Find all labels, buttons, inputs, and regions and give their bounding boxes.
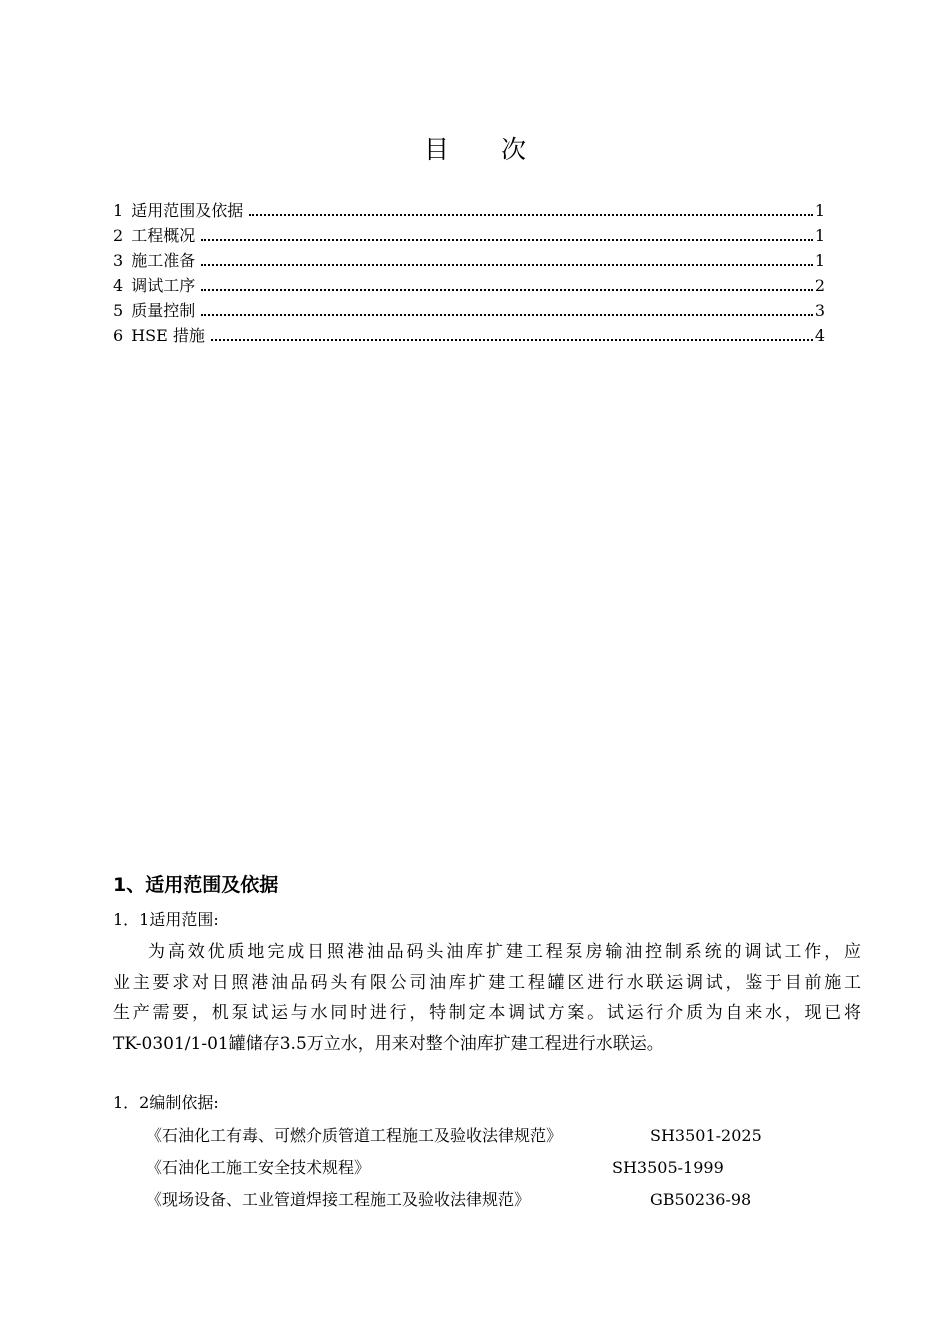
- paragraph-line: 生产需要，机泵试运与水同时进行，特制定本调试方案。试运行介质为自来水，现已将: [113, 1003, 861, 1023]
- reference-code: SH3501-2025: [650, 1126, 762, 1145]
- toc-entry-label: 工程概况: [131, 226, 196, 245]
- toc-leader-dots: [249, 200, 813, 216]
- toc-entry[interactable]: [113, 223, 825, 248]
- toc-entry-page: 2: [814, 276, 825, 295]
- subsection-title-basis: 1．2编制依据:: [113, 1093, 219, 1112]
- toc-leader-dots: [201, 275, 813, 291]
- scope-paragraph: [113, 937, 861, 1059]
- reference-title: 《现场设备、工业管道焊接工程施工及验收法律规范》: [146, 1190, 531, 1209]
- toc-entry-label: 质量控制: [131, 301, 196, 320]
- toc-entry-label: HSE 措施: [131, 326, 205, 345]
- toc-entry-label: 调试工序: [131, 276, 196, 295]
- toc-leader-dots: [201, 250, 813, 266]
- section-heading: 1、适用范围及依据: [113, 874, 279, 896]
- toc-entry[interactable]: [113, 298, 825, 323]
- paragraph-line: 为高效优质地完成日照港油品码头油库扩建工程泵房输油控制系统的调试工作，应: [148, 942, 861, 962]
- toc-entry-page: 1: [814, 251, 825, 270]
- paragraph-line: TK-0301/1-01罐储存3.5万立水，用来对整个油库扩建工程进行水联运。: [113, 1033, 664, 1054]
- paragraph-line: 业主要求对日照港油品码头有限公司油库扩建工程罐区进行水联运调试，鉴于目前施工: [113, 972, 861, 993]
- toc-entry-number: 1: [113, 201, 124, 220]
- reference-code: SH3505-1999: [612, 1158, 724, 1177]
- toc-entry-number: 2: [113, 226, 124, 245]
- toc-entry-page: 1: [814, 201, 825, 220]
- toc-entry-page: 4: [814, 326, 825, 345]
- toc-entry-number: 6: [113, 326, 124, 345]
- toc-entry-number: 5: [113, 301, 124, 320]
- reference-item: [146, 1186, 866, 1218]
- reference-title: 《石油化工有毒、可燃介质管道工程施工及验收法律规范》: [146, 1126, 563, 1145]
- reference-item: [146, 1154, 866, 1186]
- toc-entry-number: 4: [113, 276, 124, 295]
- toc-entry-label: 适用范围及依据: [131, 201, 244, 220]
- toc-leader-dots: [201, 225, 813, 241]
- subsection-title-scope: 1．1适用范围:: [113, 910, 219, 929]
- reference-list: [146, 1122, 866, 1218]
- toc-entry[interactable]: [113, 198, 825, 223]
- reference-title: 《石油化工施工安全技术规程》: [146, 1158, 371, 1177]
- reference-code: GB50236-98: [650, 1190, 752, 1209]
- toc-leader-dots: [211, 325, 813, 341]
- table-of-contents: [113, 198, 825, 348]
- toc-entry[interactable]: [113, 323, 825, 348]
- toc-entry-page: 3: [814, 301, 825, 320]
- toc-entry[interactable]: [113, 248, 825, 273]
- toc-entry-label: 施工准备: [131, 251, 196, 270]
- toc-entry-number: 3: [113, 251, 124, 270]
- toc-title: 目次: [423, 135, 578, 164]
- toc-entry-page: 1: [814, 226, 825, 245]
- toc-entry[interactable]: [113, 273, 825, 298]
- toc-leader-dots: [201, 300, 813, 316]
- reference-item: [146, 1122, 866, 1154]
